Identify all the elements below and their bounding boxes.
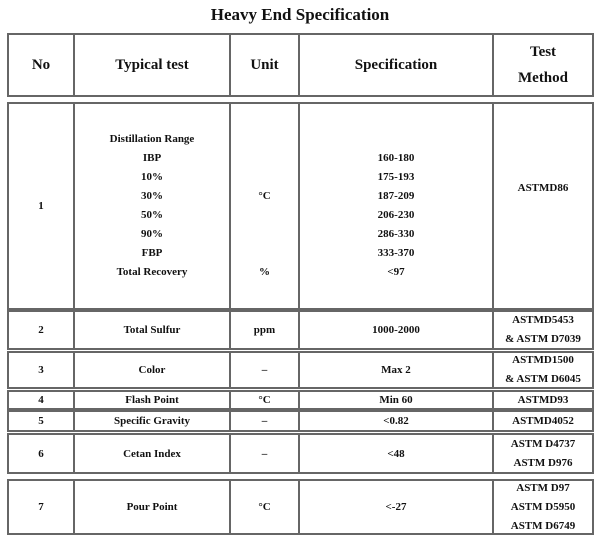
row7-unit-cell: °C xyxy=(229,481,298,533)
row6-method-line: ASTM D4737 xyxy=(510,437,576,450)
header-no: No xyxy=(31,57,51,73)
header-typical-test: Typical test xyxy=(73,35,229,95)
row4-unit-cell: °C xyxy=(229,392,298,408)
row1-test-line: 90% xyxy=(141,228,163,240)
row3-unit-cell: – xyxy=(229,353,298,387)
row5-no-cell: 5 xyxy=(38,415,44,427)
row7-typical-test-cell: Pour Point xyxy=(73,481,229,533)
row4-specification-cell: Min 60 xyxy=(298,392,492,408)
table-row-5 xyxy=(7,410,594,432)
specification-table xyxy=(7,33,594,535)
row3-typical-test-cell: Color xyxy=(73,353,229,387)
row5-test-method-cell xyxy=(492,412,592,430)
row4-method-line: ASTMD93 xyxy=(517,393,569,406)
header-test-method-line2: Method xyxy=(518,70,568,86)
table-row-7 xyxy=(7,479,594,535)
row3-method-line: ASTMD1500 xyxy=(512,354,574,366)
row1-unit-lines xyxy=(258,130,270,282)
row1-spec-line: 187-209 xyxy=(377,190,415,202)
row3-specification-cell: Max 2 xyxy=(298,353,492,387)
row1-test-method: ASTMD86 xyxy=(517,182,569,194)
row1-unit-line xyxy=(258,149,270,168)
header-unit: Unit xyxy=(229,35,298,95)
row4-test-method-cell xyxy=(492,392,592,408)
row1-test-line: 30% xyxy=(141,190,163,202)
row2-typical-test-cell: Total Sulfur xyxy=(73,312,229,348)
row1-test-line: Distillation Range xyxy=(109,133,195,145)
row6-no-cell: 6 xyxy=(38,447,44,460)
table-row-6 xyxy=(7,433,594,474)
row7-method-line: ASTM D6749 xyxy=(510,519,576,532)
row4-typical-test-cell: Flash Point xyxy=(73,392,229,408)
table-row-4 xyxy=(7,390,594,410)
row5-unit-cell: – xyxy=(229,412,298,430)
row7-method-line: ASTM D97 xyxy=(516,481,570,494)
row1-unit-line xyxy=(258,168,270,187)
row1-test-line: Total Recovery xyxy=(116,266,188,278)
row2-method-line: ASTMD5453 xyxy=(512,314,574,326)
row1-spec-line xyxy=(378,130,415,149)
row1-unit-line xyxy=(258,244,270,263)
row1-spec-lines xyxy=(378,130,415,282)
row1-test-line: IBP xyxy=(142,152,162,164)
table-row-1 xyxy=(7,102,594,310)
row5-method-line: ASTMD4052 xyxy=(512,414,574,427)
row1-unit-line: % xyxy=(259,266,270,278)
row4-no-cell: 4 xyxy=(38,394,44,406)
row7-method-line: ASTM D5950 xyxy=(510,500,576,513)
table-row-3 xyxy=(7,351,594,389)
row7-specification-cell: <-27 xyxy=(298,481,492,533)
row3-no-cell: 3 xyxy=(38,364,44,376)
row1-unit-cell xyxy=(229,104,298,308)
row1-unit-line xyxy=(258,206,270,225)
row1-unit-line xyxy=(258,225,270,244)
header-specification: Specification xyxy=(298,35,492,95)
row2-test-method-cell xyxy=(492,312,592,348)
row6-typical-test-cell: Cetan Index xyxy=(73,435,229,472)
row1-spec-line: <97 xyxy=(387,266,405,278)
row1-typical-test-cell xyxy=(73,104,229,308)
row2-specification-cell: 1000-2000 xyxy=(298,312,492,348)
row5-typical-test-cell: Specific Gravity xyxy=(73,412,229,430)
row1-spec-line: 160-180 xyxy=(377,152,415,164)
row1-unit-line: °C xyxy=(258,190,271,202)
header-test-method xyxy=(492,35,592,95)
row1-spec-line: 286-330 xyxy=(377,228,415,240)
row3-method-line: & ASTM D6045 xyxy=(505,373,581,385)
table-header-row xyxy=(7,33,594,97)
row1-spec-line: 175-193 xyxy=(377,171,415,183)
table-row-2 xyxy=(7,310,594,350)
row1-test-method-cell xyxy=(492,104,592,308)
row6-specification-cell: <48 xyxy=(298,435,492,472)
row1-test-lines xyxy=(110,130,195,282)
row6-test-method-cell xyxy=(492,435,592,472)
row5-specification-cell: <0.82 xyxy=(298,412,492,430)
row2-no-cell: 2 xyxy=(38,324,44,336)
row7-no-cell: 7 xyxy=(38,501,44,513)
row1-specification-cell xyxy=(298,104,492,308)
row1-test-line: 10% xyxy=(141,171,163,183)
row6-unit-cell: – xyxy=(229,435,298,472)
row7-test-method-cell xyxy=(492,481,592,533)
row2-unit-cell: ppm xyxy=(229,312,298,348)
row1-no-cell: 1 xyxy=(38,200,44,212)
row2-method-line: & ASTM D7039 xyxy=(505,333,581,345)
page-title: Heavy End Specification xyxy=(210,5,390,24)
row1-test-line: FBP xyxy=(141,247,163,259)
row1-spec-line: 206-230 xyxy=(377,209,415,221)
row1-unit-line xyxy=(258,130,270,149)
header-test-method-line1: Test xyxy=(529,44,557,60)
row1-spec-line: 333-370 xyxy=(377,247,415,259)
row6-method-line: ASTM D976 xyxy=(513,456,573,469)
row1-test-line: 50% xyxy=(141,209,163,221)
row3-test-method-cell xyxy=(492,353,592,387)
